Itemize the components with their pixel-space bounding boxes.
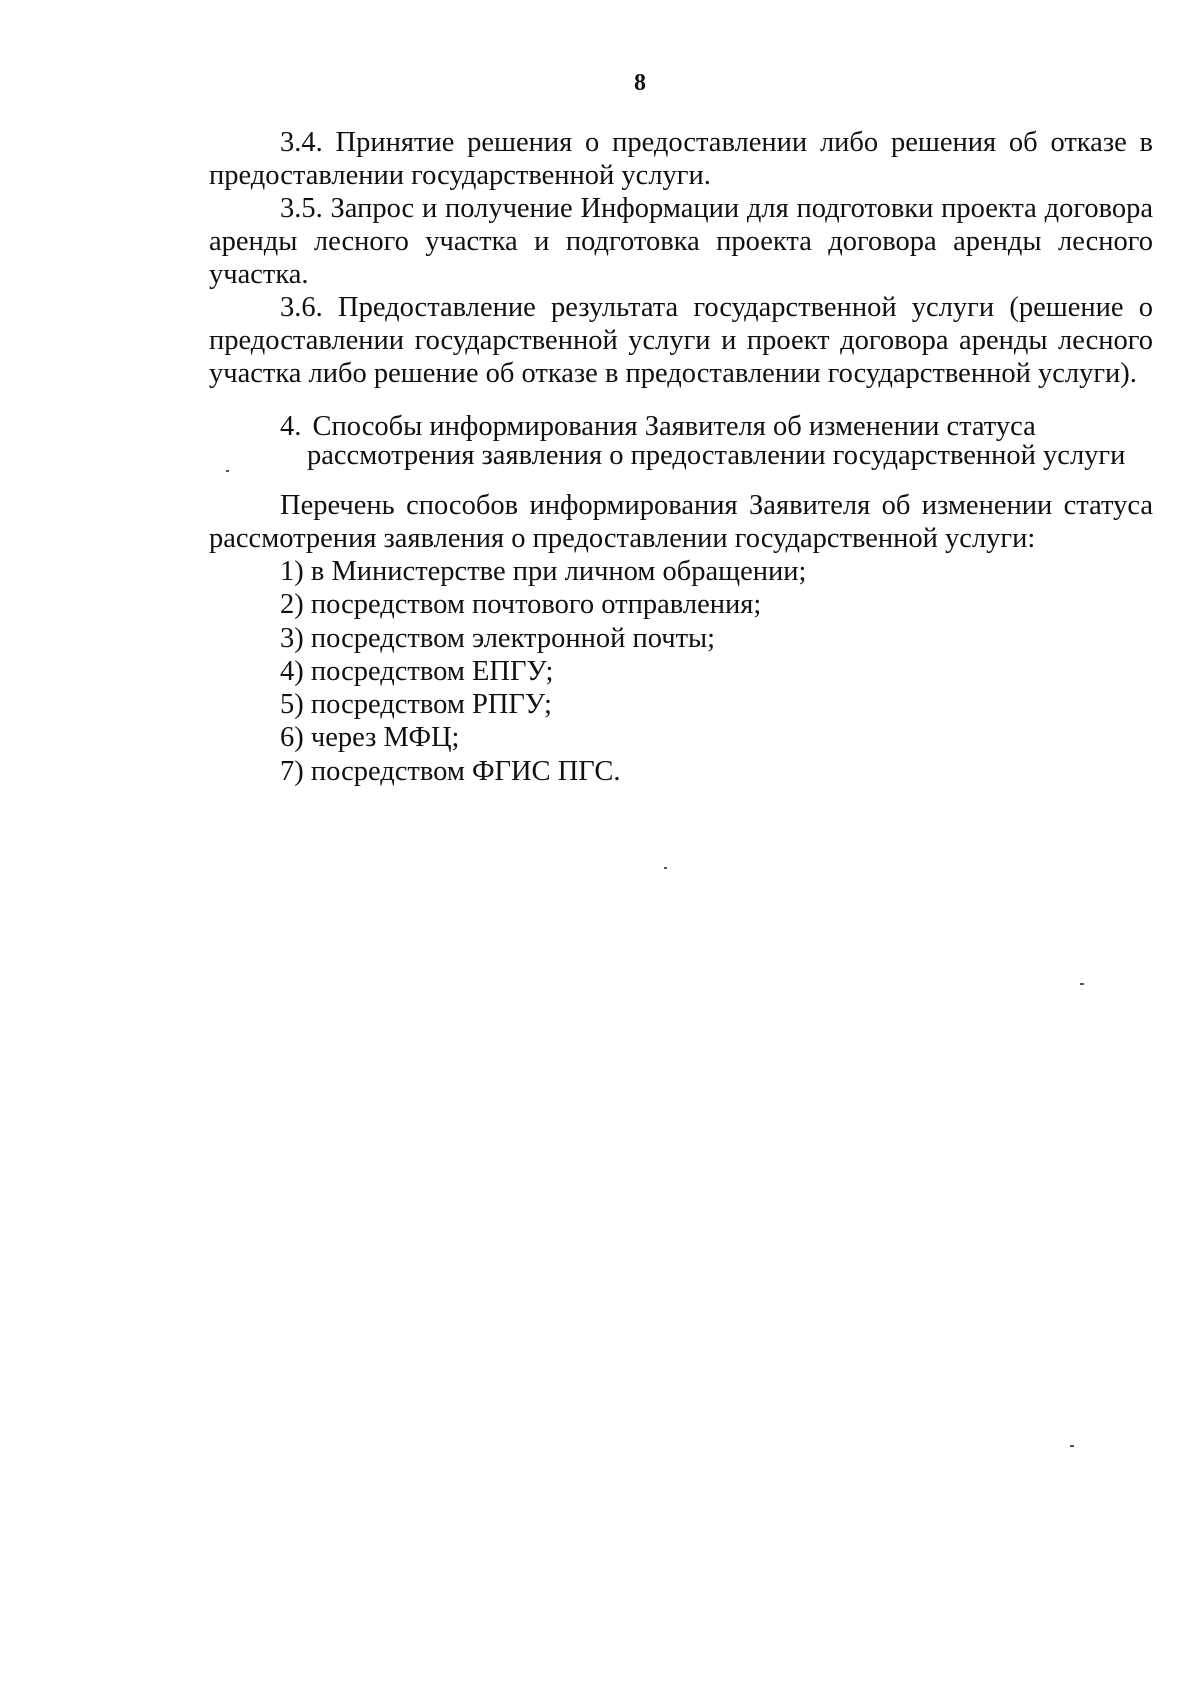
list-item: 4) посредством ЕПГУ; (280, 655, 554, 687)
scan-speck (1080, 983, 1084, 985)
section-title-line-2: рассмотрения заявления о предоставлении государственной услуги (307, 440, 1126, 471)
list-item: 3) посредством электронной почты; (280, 622, 716, 654)
section-heading-4 (209, 412, 1153, 470)
section-number: 4. (280, 411, 302, 442)
section-title-line-1: Способы информирования Заявителя об изменении статуса (312, 411, 1036, 442)
paragraph-3-5: 3.5. Запрос и получение Информации для подготовки проекта договора аренды лесного участка и подготовка проекта договора аренды лесного участка. (209, 193, 1153, 290)
list-item: 2) посредством почтового отправления; (280, 589, 762, 621)
methods-list (209, 555, 1153, 788)
page-number: 8 (634, 70, 646, 96)
list-item: 1) в Министерстве при личном обращении; (280, 556, 807, 587)
scan-speck (226, 470, 229, 472)
list-item: 5) посредством РПГУ; (280, 689, 552, 721)
scan-speck (664, 867, 667, 869)
list-item: 7) посредством ФГИС ПГС. (280, 755, 621, 787)
list-intro: Перечень способов информирования Заявителя об изменении статуса рассмотрения заявления о предоставлении государственной услуги: (209, 490, 1153, 554)
paragraph-3-6: 3.6. Предоставление результата государственной услуги (решение о предоставлении государственной услуги и проект договора аренды лесного участка либо решение об отказе в предоставлении государственной услуги). (209, 292, 1153, 389)
list-item: 6) через МФЦ; (280, 722, 460, 754)
paragraph-3-4: 3.4. Принятие решения о предоставлении либо решения об отказе в предоставлении государственной услуги. (209, 127, 1153, 191)
document-body (209, 126, 1153, 788)
scan-speck (1070, 1445, 1074, 1447)
